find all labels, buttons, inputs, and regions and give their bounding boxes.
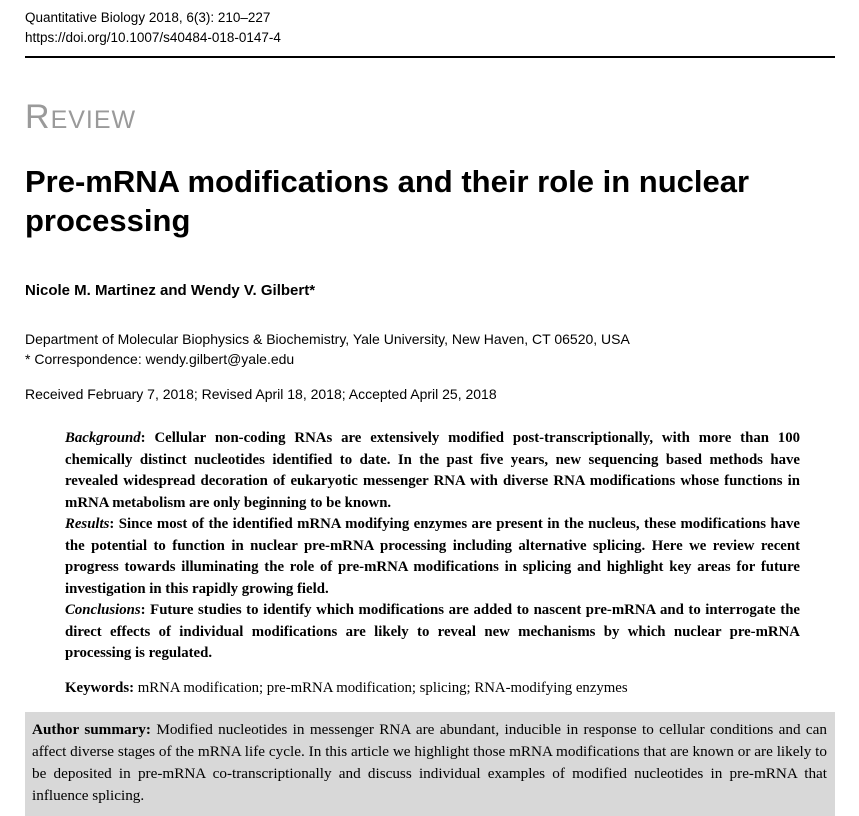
correspondence-line: * Correspondence: wendy.gilbert@yale.edu (25, 351, 295, 367)
abstract-results-label: Results (65, 516, 110, 532)
abstract-results-text: : Since most of the identified mRNA modifying enzymes are present in the nucleus, these modifications have the potential to function in nuclear pre-mRNA processing including alternative splicing. Here we review recent progress towards illuminating the role of pre-mRNA modifications in splicing and highlight key areas for future investigation in this rapidly growing field. (65, 516, 800, 597)
author-summary-label: Author summary: (32, 720, 151, 738)
author-summary-text: Modified nucleotides in messenger RNA are abundant, inducible in response to cellular conditions and can affect diverse stages of the mRNA life cycle. In this article we highlight those mRNA modifications that are known or are likely to be deposited in pre-mRNA co-transcriptionally and discuss individual examples of modified nucleotides in pre-mRNA that influence splicing. (32, 720, 827, 804)
article-type-rest: EVIEW (50, 106, 137, 134)
abstract-conclusions-label: Conclusions (65, 602, 141, 618)
keywords-text: mRNA modification; pre-mRNA modification; splicing; RNA-modifying enzymes (137, 679, 628, 696)
abstract (65, 428, 800, 665)
affiliation-line: Department of Molecular Biophysics & Biochemistry, Yale University, New Haven, CT 06520, USA (25, 331, 630, 347)
abstract-conclusions (65, 600, 800, 665)
journal-header (25, 8, 835, 48)
abstract-background (65, 428, 800, 514)
affiliation-block (25, 329, 835, 369)
keywords-label: Keywords: (65, 679, 135, 696)
article-title: Pre-mRNA modifications and their role in nuclear processing (25, 164, 750, 238)
doi-link: https://doi.org/10.1007/s40484-018-0147-4 (25, 30, 281, 45)
abstract-conclusions-text: : Future studies to identify which modifications are added to nascent pre-mRNA and to interrogate the direct effects of individual modifications are likely to reveal new mechanisms by which nuclear pre-mRNA processing is regulated. (65, 602, 800, 661)
article-history: Received February 7, 2018; Revised April 18, 2018; Accepted April 25, 2018 (25, 386, 497, 402)
article-type-initial: R (25, 98, 51, 136)
keywords (65, 680, 800, 697)
article-type-label (25, 100, 835, 134)
abstract-results (65, 514, 800, 600)
abstract-background-label: Background (65, 430, 141, 446)
authors-line: Nicole M. Martinez and Wendy V. Gilbert* (25, 282, 316, 299)
abstract-background-text: : Cellular non-coding RNAs are extensively modified post-transcriptionally, with more than 100 chemically distinct nucleotides identified to date. In the past five years, new sequencing based methods have revealed widespread decoration of eukaryotic messenger RNA with diverse RNA modifications whose functions in mRNA metabolism are only beginning to be known. (65, 430, 800, 511)
header-divider (25, 56, 835, 58)
journal-citation: Quantitative Biology 2018, 6(3): 210–227 (25, 10, 271, 25)
author-summary (25, 712, 835, 816)
